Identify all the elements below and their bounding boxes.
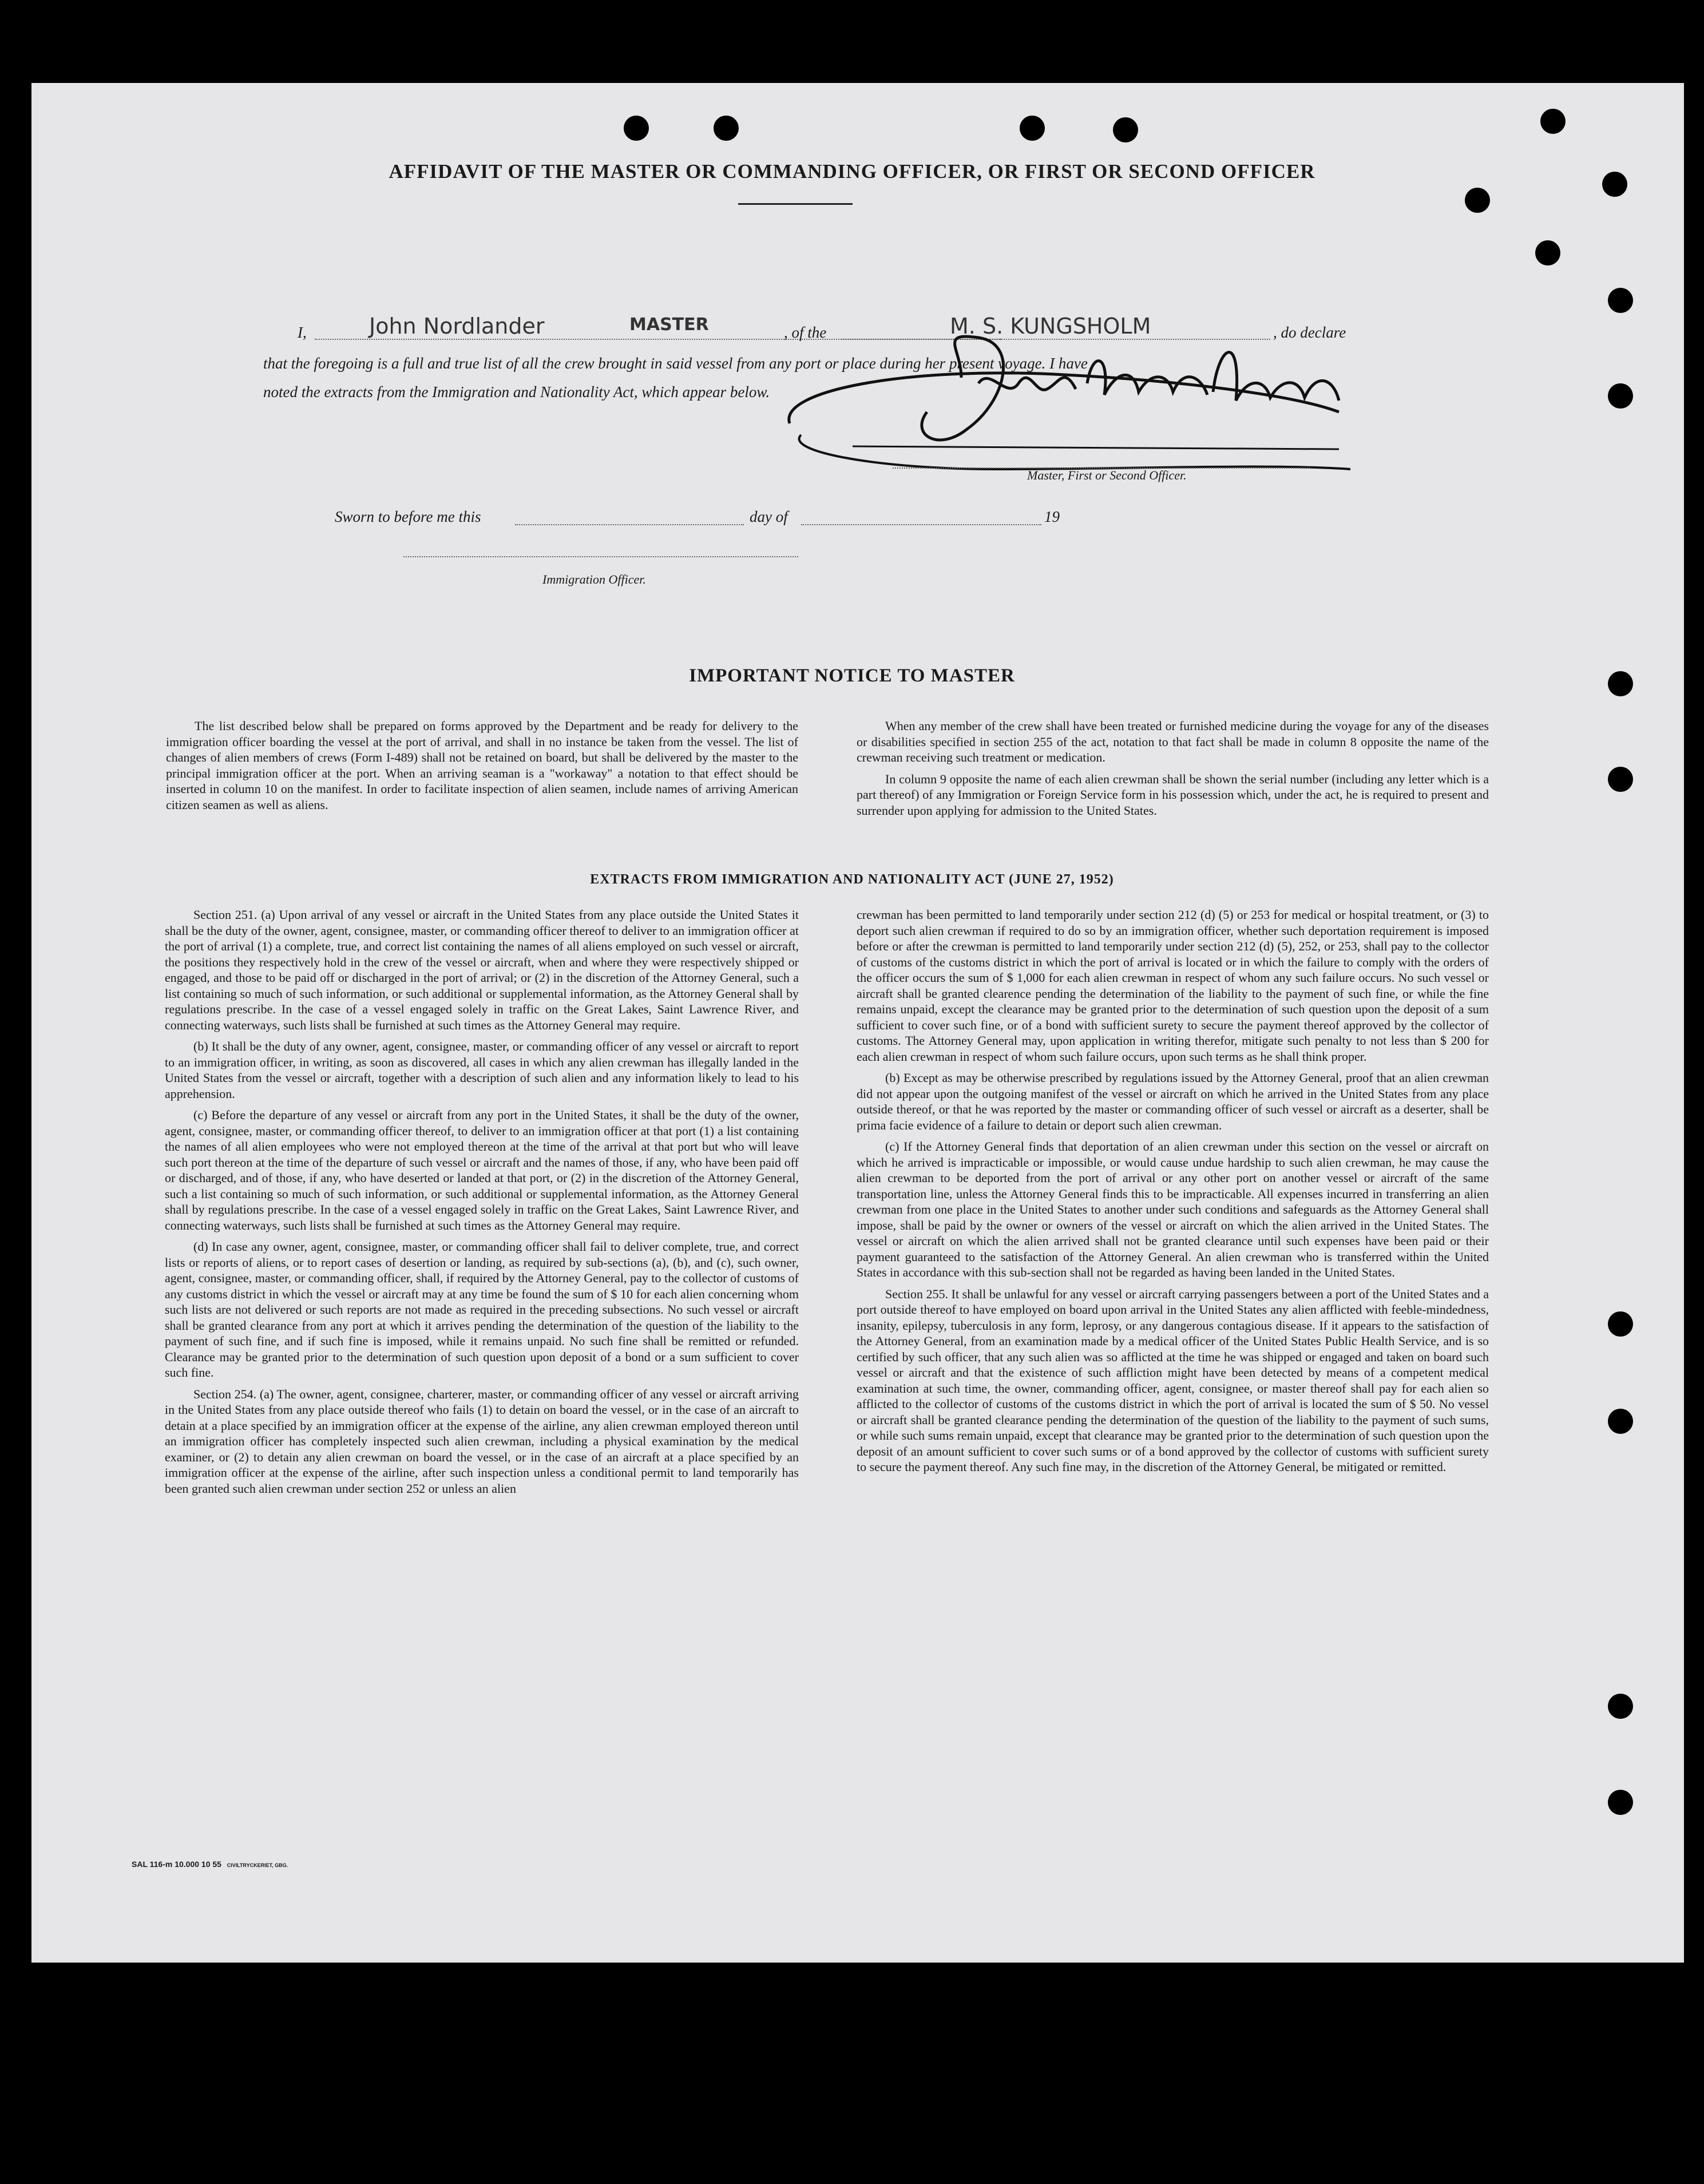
section-254-a: Section 254. (a) The owner, agent, consignee, charterer, master, or commanding officer of any vessel or aircraft arriving in the United States from any place outside thereof who fails (1) to detain on board the vessel, or in the case of an aircraft to detain at a place specified by an immigration officer at the expense of the airline, any alien crewman employed thereon until an immigration officer has completely inspected such alien crewman, including a physical examination by the medical examiner, or (2) to detain any alien crewman on board the vessel, or in the case of an aircraft at a place specified by an immigration officer at the expense of the airline, after such inspection unless a conditional permit to land temporarily has been granted such alien crewman under section 252 or unless an alien: [165, 1386, 799, 1496]
section-255: Section 255. It shall be unlawful for any vessel or aircraft carrying passengers between a port of the United States and a port outside thereof to have employed on board upon arrival in the United States any alien afflicted with feeble-mindedness, insanity, epilepsy, tuberculosis in any form, leprosy, or any dangerous contagious disease. If it appears to the satisfaction of the Attorney General, from an examination made by a medical officer of the United States Public Health Service, and is so certified by such officer, that any such alien was so afflicted at the time he was shipped or engaged and taken on board such vessel or aircraft and that the existence of such affliction might have been detected by means of a competent medical examination at such time, the owner, commanding officer, agent, consignee, or master thereof shall pay for each alien so afflicted to the collector of customs of the customs district in which the port of arrival is located the sum of $ 50. No vessel or aircraft shall be granted clearance pending the determination of the question of the liability to the payment of such sums, or while such sums remain unpaid, except that clearance may be granted prior to the determination of such question upon the deposit of an amount sufficient to cover such sums or of a bond approved by the collector of customs with sufficient surety to secure the payment thereof. Any such fine may, in the discretion of the Attorney General, be mitigated or remitted.: [857, 1286, 1489, 1474]
immigration-officer-line: [403, 555, 798, 557]
punch-hole: [1608, 1790, 1633, 1815]
do-declare-label: , do declare: [1273, 324, 1346, 341]
notice-left-column: [166, 718, 798, 818]
sworn-month-field: [801, 508, 1041, 525]
of-the-label: , of the: [784, 324, 827, 341]
extracts-right-column: [857, 907, 1489, 1481]
punch-hole: [1540, 109, 1566, 134]
punch-hole: [714, 116, 739, 141]
rank-value: MASTER: [629, 315, 709, 335]
form-footer: [132, 1860, 288, 1869]
punch-hole: [1113, 117, 1138, 142]
immigration-officer-label: Immigration Officer.: [542, 572, 646, 586]
notice-right-paragraph-1: When any member of the crew shall have been treated or furnished medicine during the voyage for any of the diseases or disabilities specified in section 255 of the act, notation to that fact shall be made in column 8 opposite the name of the crewman receiving such treatment or medication.: [857, 719, 1489, 764]
notice-left-paragraph: The list described below shall be prepared on forms approved by the Department and be ready for delivery to the immigration officer boarding the vessel at the port of arrival, and shall in no instance be taken from the vessel. The list of changes of alien members of crews (Form I-489) shall not be retained on board, but shall be delivered by the master to the principal immigration officer at the port. When an arriving seaman is a "workaway" a notation to that effect should be inserted in column 10 on the manifest. In order to facilitate inspection of alien seamen, include names of arriving American citizen seamen as well as aliens.: [166, 719, 798, 812]
section-251-d: (d) In case any owner, agent, consignee, master, or commanding officer shall fail to deliver complete, true, and correct lists or reports of aliens, or to report cases of desertion or landing, as required by sub-sections (a), (b), and (c), such owner, agent, consignee, master, or commanding officer, shall, if required by the Attorney General, pay to the collector of customs of any customs district in which the vessel or aircraft may at any time be found the sum of $ 10 for each alien concerning whom such lists are not delivered or such reports are not made as required in the preceding subsections. No such vessel or aircraft shall be granted clearance from any port at which it arrives pending the determination of the question of the liability to the payment of such fine, and if such fine is imposed, while it remains unpaid. No such fine shall be remitted or refunded. Clearance may be granted prior to the determination of such question upon deposit of a bond or a sum sufficient to cover such fine.: [165, 1239, 799, 1380]
punch-hole: [624, 116, 649, 141]
sworn-day-field: [515, 508, 744, 525]
sworn-label: Sworn to before me this: [335, 508, 481, 525]
section-254-b: (b) Except as may be otherwise prescribed by regulations issued by the Attorney General, proof that an alien crewman did not appear upon the outgoing manifest of the vessel or aircraft on which he arrived in the United States from any place outside thereof, or that he was reported by the master or commanding officer of such vessel or aircraft as a deserter, shall be prima facie evidence of a failure to detain or deport such alien crewman.: [857, 1071, 1489, 1132]
i-label: I,: [298, 324, 307, 341]
notice-right-paragraph-2: In column 9 opposite the name of each alien crewman shall be shown the serial number (including any letter which is a part thereof) of any Immigration or Foreign Service form in his possession which, under the act, he is required to present and surrender upon applying for admission to the United States.: [857, 771, 1489, 818]
vessel-name-value: M. S. KUNGSHOLM: [950, 314, 1151, 339]
form-number: SAL 116-m 10.000 10 55: [132, 1860, 221, 1869]
punch-hole: [1608, 288, 1633, 313]
punch-hole: [1465, 188, 1490, 213]
signature-caption: Master, First or Second Officer.: [1027, 468, 1187, 482]
punch-hole: [1535, 240, 1560, 265]
notice-title: IMPORTANT NOTICE TO MASTER: [689, 665, 1015, 686]
punch-hole: [1608, 383, 1633, 409]
punch-hole: [1608, 1311, 1633, 1337]
punch-hole: [1608, 1409, 1633, 1434]
section-251-a: Section 251. (a) Upon arrival of any vessel or aircraft in the United States from any place outside the United States it shall be the duty of the owner, agent, consignee, master, or commanding officer thereof to deliver to an immigration officer at the port of arrival (1) a complete, true, and correct list containing the names of all aliens employed on such vessel or aircraft, the positions they respectively hold in the crew of the vessel or aircraft, when and where they were respectively shipped or engaged, and those to be paid off or discharged in the port of arrival; or (2) in the discretion of the Attorney General, such a list containing so much of such information, or such additional or supplemental information, as the Attorney General shall by regulations prescribe. In the case of a vessel engaged solely in traffic on the Great Lakes, Saint Lawrence River, and connecting waterways, such lists shall be furnished at such times as the Attorney General may require.: [165, 907, 799, 1032]
punch-hole: [1608, 1694, 1633, 1719]
punch-hole: [1020, 116, 1045, 141]
section-254-a-continued: crewman has been permitted to land temporarily under section 212 (d) (5) or 253 for medical or hospital treatment, or (3) to deport such alien crewman if required to do so by an immigration officer, whether such deportation requirement is imposed before or after the crewman is permitted to land temporarily under section 212 (d) (5), 252, or 253, shall pay to the collector of customs of the customs district in which the port of arrival is located or in which the failure to comply with the orders of the officer occurs the sum of $ 1,000 for each alien crewman in respect of whom any such failure occurs. No such vessel or aircraft shall be granted clearence pending the determination of the liability to the payment of such fine, or while the fine remains unpaid, except the clearance may be granted prior to the determination of such question upon the deposit of a sum sufficient to cover such fine, or of a bond with sufficient surety to secure the payment thereof approved by the collector of customs. The Attorney General may, upon application in writing therefor, mitigate such penalty to not less than $ 200 for each alien crewman in respect of whom such failure occurs, upon such terms as he shall think proper.: [857, 907, 1489, 1064]
declaration-line-3: noted the extracts from the Immigration and Nationality Act, which appear below.: [263, 383, 770, 401]
section-254-c: (c) If the Attorney General finds that deportation of an alien crewman under this section on the vessel or aircraft on which he arrived is impracticable or impossible, or would cause undue hardship to such alien crewman, he may cause the alien crewman to be deported from the port of arrival or any other port on another vessel or aircraft of the same transportation line, unless the Attorney General finds this to be impracticable. All expenses incurred in transferring an alien crewman from one place in the United States to another under such conditions and safeguards as the Attorney General shall impose, shall be paid by the owner or owners of the vessel or aircraft on which the alien arrived in the United States. The vessel or aircraft on which the alien arrived shall not be granted clearance until such expenses have been paid or their payment guaranteed to the satisfaction of the Attorney General. An alien crewman who is transferred within the United States in accordance with this sub-section shall not be regarded as having been landed in the United States.: [857, 1139, 1489, 1279]
extracts-left-column: [165, 907, 799, 1502]
affidavit-title: AFFIDAVIT OF THE MASTER OR COMMANDING OFFICER, OR FIRST OR SECOND OFFICER: [389, 160, 1315, 183]
day-of-label: day of: [750, 508, 788, 525]
extracts-title: EXTRACTS FROM IMMIGRATION AND NATIONALITY ACT (JUNE 27, 1952): [590, 872, 1114, 887]
year-prefix: 19: [1044, 508, 1060, 525]
printer-name: CIVILTRYCKERIET, GBG.: [227, 1862, 288, 1868]
sworn-line: [263, 508, 1362, 531]
section-251-c: (c) Before the departure of any vessel or aircraft from any port in the United States, it shall be the duty of the owner, agent, consignee, master, or commanding officer thereof, to deliver to an immigration officer at that port (1) a list containing the names of all alien employees who were not employed thereon at the time of the arrival at that port but who will leave such port thereon at the time of the departure of such vessel or aircraft and the names of those, if any, who have been paid off or discharged, and of those, if any, who have deserted or landed at that port, or (2) in the discretion of the Attorney General, such a list containing so much of such information, or such additional or supplemental information, as the Attorney General shall by regulations prescribe. In the case of a vessel engaged solely in traffic on the Great Lakes, Saint Lawrence River, and connecting waterways, such lists shall be furnished at such times as the Attorney General may require.: [165, 1108, 799, 1232]
section-251-b: (b) It shall be the duty of any owner, agent, consignee, master, or commanding officer of any vessel or aircraft to report to an immigration officer, in writing, as soon as discovered, all cases in which any alien crewman has illegally landed in the United States from the vessel or aircraft, together with a description of such alien and any information likely to lead to his apprehension.: [165, 1039, 799, 1101]
notice-right-column: [857, 718, 1489, 824]
master-name-value: John Nordlander: [369, 314, 545, 339]
declaration-line-2: that the foregoing is a full and true list of all the crew brought in said vessel from any port or place during her present voyage. I have: [263, 355, 1088, 372]
title-divider: [738, 203, 853, 205]
punch-hole: [1608, 767, 1633, 792]
